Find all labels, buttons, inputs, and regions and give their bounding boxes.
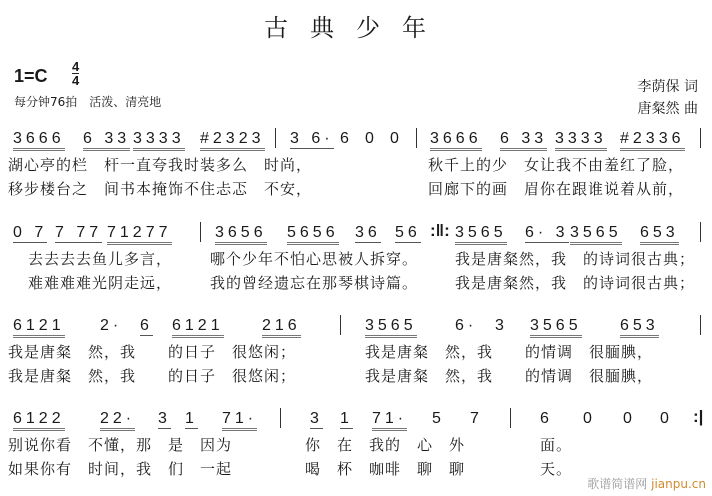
- note-group: 0: [623, 410, 636, 427]
- note-group: 0: [390, 130, 403, 147]
- bar-line: [700, 222, 701, 242]
- composer-credit: 唐粲然 曲: [637, 101, 698, 117]
- note-group: 216: [262, 317, 301, 338]
- bar-line: [275, 128, 276, 148]
- lyric-verse-1: 哪个少年不怕心思被人拆穿。: [210, 250, 419, 268]
- note-group: 6 33: [500, 130, 547, 151]
- note-group: 6: [140, 317, 153, 334]
- note-group: 71·: [222, 410, 257, 431]
- note-group: 6· 3: [525, 224, 569, 241]
- note-group: 36: [355, 224, 381, 241]
- note-group: 3656: [215, 224, 267, 245]
- tempo-marking: 每分钟76拍 活泼、清亮地: [14, 95, 162, 109]
- repeat-sign: :‖:: [430, 221, 450, 240]
- bar-line: [280, 408, 281, 428]
- note-group: 6121: [172, 317, 224, 338]
- bar-line: [200, 222, 201, 242]
- lyric-verse-1: 你 在 我的 心 外: [305, 436, 466, 454]
- note-group: 3333: [555, 130, 607, 151]
- watermark-en: jianpu.cn: [651, 477, 706, 491]
- bar-line: [700, 128, 701, 148]
- lyric-verse-1: 别说你看 不懂，那 是 因为: [8, 436, 233, 454]
- lyric-verse-2: 天。: [540, 460, 573, 478]
- watermark: [587, 475, 706, 492]
- note-group: 7 77: [55, 224, 103, 241]
- note-group: 0 7: [13, 224, 48, 241]
- lyric-verse-2: 我的曾经遗忘在那琴棋诗篇。: [210, 274, 419, 292]
- note-group: 5656: [287, 224, 339, 245]
- song-title: 古典少年: [264, 14, 448, 42]
- note-group: 56: [395, 224, 421, 241]
- note-group: 3: [495, 317, 508, 334]
- lyric-verse-2: 我是唐粲 然，我 的日子 很悠闲；: [8, 367, 297, 385]
- note-group: 5: [432, 410, 445, 427]
- note-group: 3565: [455, 224, 507, 245]
- note-group: 6: [540, 410, 553, 427]
- lyric-verse-1: 我是唐粲 然，我 的情调 很腼腆，: [365, 343, 654, 361]
- note-group: 3565: [530, 317, 582, 338]
- time-signature-top: 4: [72, 59, 80, 74]
- bar-line: [340, 315, 341, 335]
- lyric-verse-2: 我是唐粲 然，我 的情调 很腼腆，: [365, 367, 654, 385]
- lyric-verse-2: 回廊下的画 眉你在跟谁说着从前，: [428, 180, 685, 198]
- key-signature: 1=C: [14, 66, 48, 86]
- lyric-verse-2: 难难难难光阴走远，: [28, 274, 173, 292]
- note-group: 0: [660, 410, 673, 427]
- lyric-verse-2: 如果你有 时间，我 们 一起: [8, 460, 233, 478]
- lyric-verse-1: 我是唐粲 然，我 的日子 很悠闲；: [8, 343, 297, 361]
- note-group: 2·: [100, 317, 123, 334]
- lyric-verse-2: 喝 杯 咖啡 聊 聊: [305, 460, 466, 478]
- note-group: 3: [158, 410, 171, 427]
- note-group: #2323: [200, 130, 265, 151]
- note-group: 6: [340, 130, 353, 147]
- note-group: 6 33: [83, 130, 130, 151]
- note-group: 653: [640, 224, 679, 245]
- note-group: 22·: [100, 410, 135, 431]
- lyricist-credit: 李荫保 词: [637, 79, 698, 95]
- bar-line: [416, 128, 417, 148]
- lyric-verse-1: 去去去去鱼儿多言，: [28, 250, 173, 268]
- lyric-verse-2: 我是唐粲然，我 的诗词很古典；: [455, 274, 696, 292]
- note-group: 3: [310, 410, 323, 427]
- note-group: 6·: [455, 317, 478, 334]
- lyric-verse-1: 秋千上的少 女让我不由羞红了脸，: [428, 156, 685, 174]
- note-group: 71277: [107, 224, 172, 245]
- note-group: 3666: [13, 130, 65, 151]
- bar-line: [700, 315, 701, 335]
- note-group: #2336: [620, 130, 685, 151]
- note-group: 6121: [13, 317, 65, 338]
- note-group: 71·: [372, 410, 407, 431]
- time-signature: [72, 60, 79, 87]
- note-group: 7: [470, 410, 483, 427]
- repeat-sign: :|: [693, 407, 704, 426]
- note-group: 6122: [13, 410, 65, 431]
- note-group: 1: [185, 410, 198, 427]
- lyric-verse-1: 面。: [540, 436, 573, 454]
- bar-line: [510, 408, 511, 428]
- note-group: 3 6·: [290, 130, 334, 147]
- note-group: 1: [340, 410, 353, 427]
- time-signature-bottom: 4: [72, 73, 80, 88]
- note-group: 0: [583, 410, 596, 427]
- lyric-verse-2: 移步楼台之 间书本掩饰不住忐忑 不安，: [8, 180, 313, 198]
- watermark-cn: 歌谱简谱网: [587, 477, 648, 491]
- note-group: 3565: [570, 224, 622, 245]
- note-group: 3666: [430, 130, 482, 151]
- note-group: 3565: [365, 317, 417, 338]
- note-group: 653: [620, 317, 659, 338]
- note-group: 0: [365, 130, 378, 147]
- lyric-verse-1: 湖心亭的栏 杆一直夸我时装多么 时尚，: [8, 156, 313, 174]
- note-group: 3333: [133, 130, 185, 151]
- lyric-verse-1: 我是唐粲然，我 的诗词很古典；: [455, 250, 696, 268]
